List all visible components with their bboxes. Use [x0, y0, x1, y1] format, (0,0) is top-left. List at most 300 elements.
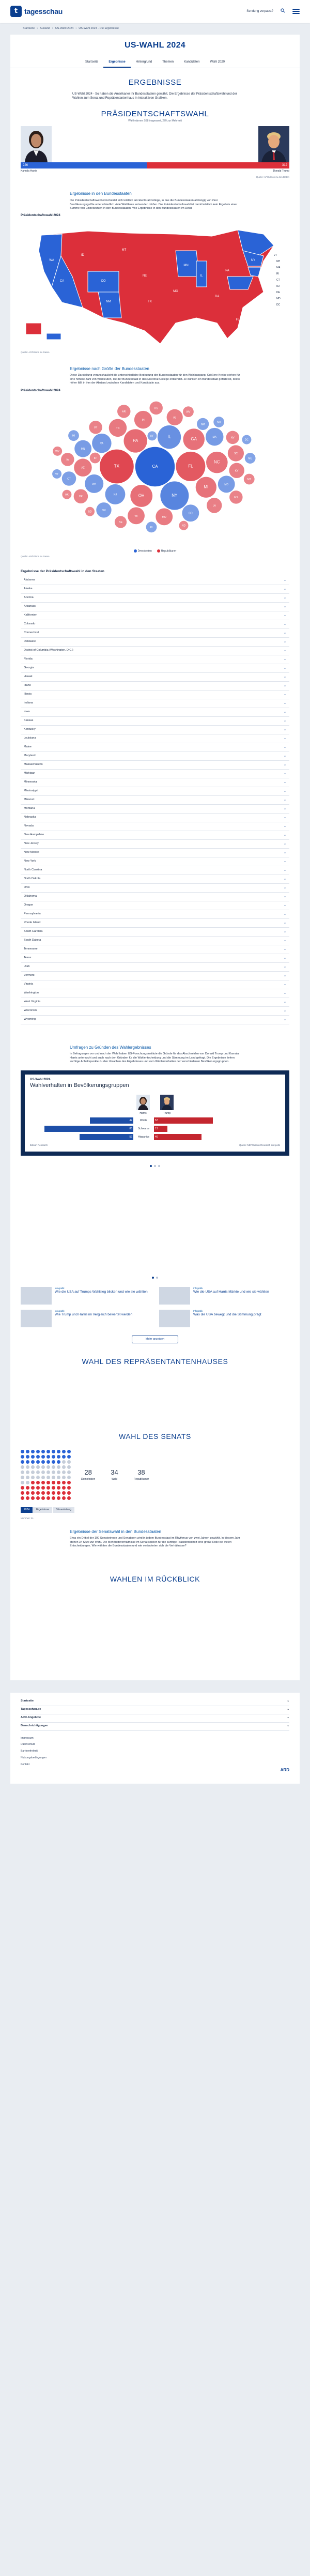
footer-link[interactable]: Impressum: [21, 1736, 34, 1740]
chevron-down-icon: ⌄: [283, 763, 286, 766]
senate-seat: [41, 1460, 45, 1464]
chevron-down-icon: ⌄: [283, 939, 286, 942]
state-name: New Jersey: [24, 841, 39, 845]
senate-seat: [31, 1476, 35, 1479]
state-row[interactable]: [21, 594, 289, 603]
state-name: Alabama: [24, 578, 35, 581]
state-bubble-label: IA: [66, 458, 69, 462]
survey-text-block: [70, 1045, 240, 1064]
state-bubble-label: OR: [102, 509, 106, 512]
chevron-down-icon: ⌄: [283, 1018, 286, 1021]
survey-bars: [30, 1117, 280, 1141]
footer-row[interactable]: Benachrichtigungen ⌄: [21, 1723, 289, 1731]
state-row[interactable]: [21, 717, 289, 726]
state-row[interactable]: [21, 901, 289, 910]
chevron-down-icon: ⌄: [283, 684, 286, 687]
chevron-down-icon: ⌄: [283, 710, 286, 714]
state-name: South Carolina: [24, 929, 43, 933]
senate-seat: [47, 1476, 50, 1479]
state-row[interactable]: [21, 805, 289, 814]
dem-candidate-name: Kamala Harris: [21, 169, 37, 173]
tab-wahl-2020[interactable]: Wahl 2020: [210, 60, 225, 64]
state-bubble-label: VA: [100, 442, 104, 446]
chevron-down-icon: ⌄: [283, 851, 286, 854]
article-carousel-dots[interactable]: [10, 1274, 300, 1282]
state-row[interactable]: [21, 691, 289, 699]
logo[interactable]: [10, 6, 63, 17]
state-row[interactable]: [21, 866, 289, 875]
senate-seat: [52, 1465, 55, 1469]
state-name: Pennsylvania: [24, 912, 41, 915]
state-bubble-label: NM: [200, 423, 205, 426]
senate-seat: [57, 1455, 60, 1459]
state-bubble-label: SC: [234, 452, 238, 455]
state-row[interactable]: [21, 708, 289, 717]
state-bubble-label: CO: [189, 512, 193, 515]
footer-row[interactable]: ARD-Angebote ⌄: [21, 1714, 289, 1723]
svg-text:GA: GA: [214, 295, 220, 298]
senate-seat: [21, 1481, 24, 1484]
chevron-down-icon: ⌄: [287, 1716, 289, 1720]
state-row[interactable]: [21, 840, 289, 849]
senate-seat: [57, 1450, 60, 1453]
state-row[interactable]: [21, 928, 289, 937]
survey-rep-bar: 46: [154, 1134, 202, 1140]
state-name: Texas: [24, 956, 32, 959]
state-bubble-label: UT: [94, 426, 98, 430]
state-name: Kalifornien: [24, 613, 37, 617]
state-name: Arizona: [24, 595, 34, 599]
tab-ergebnisse[interactable]: Ergebnisse: [103, 57, 130, 68]
senate-open-label: Wahl: [111, 1477, 118, 1481]
tab-themen[interactable]: Themen: [162, 60, 174, 64]
svg-text:CT: CT: [276, 278, 280, 282]
header-actions: [246, 8, 300, 14]
article-thumbnail: [21, 1287, 52, 1305]
state-row[interactable]: [21, 778, 289, 787]
senate-seat: [47, 1470, 50, 1474]
svg-text:WA: WA: [49, 258, 54, 262]
senate-seat: [21, 1465, 24, 1469]
state-bubble-label: PA: [133, 438, 138, 443]
senate-title: WAHL DES SENATS: [119, 1432, 191, 1440]
chevron-down-icon: ⌄: [283, 974, 286, 977]
state-name: Alaska: [24, 587, 33, 590]
state-bubble-label: ID: [94, 456, 97, 460]
tab-startseite[interactable]: Startseite: [85, 60, 99, 64]
tab-kandidaten[interactable]: Kandidaten: [184, 60, 200, 64]
chevron-down-icon: ⌄: [287, 1724, 289, 1728]
us-results-map[interactable]: [21, 220, 289, 349]
chevron-down-icon: ⌄: [283, 789, 286, 793]
state-name: Kentucky: [24, 727, 36, 731]
state-row[interactable]: [21, 875, 289, 884]
senate-seat: [52, 1450, 55, 1453]
chevron-down-icon: ⌄: [283, 912, 286, 916]
state-bubble-label: NE: [119, 520, 122, 524]
state-row[interactable]: [21, 734, 289, 743]
trump-thumb: [160, 1095, 174, 1110]
candidate-names: [10, 168, 300, 174]
svg-text:RI: RI: [276, 272, 279, 275]
state-row[interactable]: [21, 814, 289, 822]
senate-seat: [62, 1455, 66, 1459]
state-name: Indiana: [24, 701, 34, 704]
breadcrumb-item[interactable]: Startseite: [23, 27, 35, 30]
state-row[interactable]: [21, 857, 289, 866]
state-name: Wisconsin: [24, 1008, 37, 1012]
senate-seat: [36, 1455, 40, 1459]
chevron-down-icon: ⌄: [283, 772, 286, 775]
senate-seat: [36, 1465, 40, 1469]
svg-text:ID: ID: [81, 253, 84, 257]
bubble-chart[interactable]: [21, 394, 289, 549]
search-link[interactable]: Sendung verpasst?: [246, 9, 273, 13]
state-row[interactable]: [21, 576, 289, 585]
chevron-down-icon: ⌄: [283, 991, 286, 995]
senate-seat: [52, 1455, 55, 1459]
svg-text:TX: TX: [148, 300, 152, 303]
state-bubble-label: AR: [122, 410, 126, 413]
footer-link[interactable]: Datenschutz: [21, 1743, 35, 1746]
bubble-text: Diese Darstellung veranschaulicht die unterschiedliche Bedeutung der Bundesstaaten für den Wahlausgang. Größere Kreise stehen für eine höhere Zahl von Wahlleuten, die der Bundesstaat in das Electoral College entsendet. Je dunkler ein Bundesstaat gefärbt ist, desto höher fällt in ihm der Abstand zwischen Kandidaten und Kandidatin aus.: [70, 374, 240, 385]
senate-seat: [47, 1460, 50, 1464]
state-name: Oregon: [24, 903, 34, 907]
senate-seat: [52, 1460, 55, 1464]
survey-rep-bar: 13: [154, 1126, 167, 1132]
state-bubble-label: NJ: [113, 493, 117, 497]
section-tabs: [10, 57, 300, 68]
chevron-down-icon: ⌄: [283, 983, 286, 986]
chevron-down-icon: ⌄: [283, 596, 286, 600]
footer-link[interactable]: Nutzungsbedingungen: [21, 1756, 47, 1759]
state-row[interactable]: [21, 752, 289, 761]
state-row[interactable]: [21, 629, 289, 638]
chevron-down-icon: ⌄: [283, 728, 286, 731]
svg-text:NM: NM: [106, 300, 111, 303]
chevron-down-icon: ⌄: [283, 701, 286, 705]
state-bubble-label: MA: [212, 435, 216, 439]
state-name: Montana: [24, 806, 35, 810]
senate-seat: [41, 1486, 45, 1490]
state-row[interactable]: [21, 963, 289, 972]
state-row[interactable]: [21, 655, 289, 664]
senate-seat: [26, 1450, 29, 1453]
chevron-down-icon: ⌄: [283, 947, 286, 951]
footer-link[interactable]: Kontakt: [21, 1762, 29, 1766]
state-row[interactable]: [21, 831, 289, 840]
harris-portrait: [21, 126, 52, 162]
state-name: District of Columbia (Washington, D.C.): [24, 648, 73, 652]
article-teaser[interactable]: [21, 1310, 151, 1327]
chevron-down-icon: ⌄: [287, 1699, 289, 1703]
senate-seat: [67, 1481, 71, 1484]
senate-seat: [31, 1470, 35, 1474]
state-bubble-label: VT: [55, 472, 59, 476]
senate-seat: [52, 1481, 55, 1484]
article-teaser[interactable]: [159, 1287, 289, 1305]
senate-states-block: [70, 1529, 240, 1548]
state-name: North Dakota: [24, 877, 41, 880]
senate-seat: [41, 1455, 45, 1459]
chevron-down-icon: ⌄: [283, 965, 286, 969]
senate-numbers: [81, 1468, 149, 1481]
state-row[interactable]: [21, 989, 289, 998]
state-row[interactable]: [21, 954, 289, 963]
state-name: Michigan: [24, 771, 36, 775]
senate-seat: [52, 1491, 55, 1495]
state-row[interactable]: [21, 673, 289, 682]
senate-seat: [47, 1491, 50, 1495]
state-row[interactable]: [21, 603, 289, 611]
chevron-down-icon: ⌄: [283, 895, 286, 898]
page-title: US-WAHL 2024: [124, 41, 185, 50]
chevron-down-icon: ⌄: [283, 868, 286, 872]
state-row[interactable]: [21, 822, 289, 831]
article-tag: Infografik: [55, 1286, 65, 1290]
state-bubble-label: DE: [150, 435, 154, 438]
senate-seat: [67, 1470, 71, 1474]
senate-seat: [31, 1450, 35, 1453]
state-row[interactable]: [21, 972, 289, 980]
chevron-down-icon: ⌄: [283, 578, 286, 582]
senate-seat: [62, 1486, 66, 1490]
chevron-down-icon: ⌄: [283, 860, 286, 863]
survey-row-label: Schwarze: [138, 1127, 149, 1131]
state-name: Mississippi: [24, 789, 38, 792]
survey-carousel-dots[interactable]: [10, 1162, 300, 1170]
state-bubble-label: HI: [72, 434, 75, 438]
state-row[interactable]: [21, 743, 289, 752]
svg-text:PA: PA: [225, 269, 229, 272]
senate-seat: [57, 1460, 60, 1464]
rep-vote-bar: 312: [147, 162, 289, 168]
state-row[interactable]: [21, 910, 289, 919]
trump-label: Trump: [163, 1111, 171, 1115]
senate-tab-seats[interactable]: Sitzverteilung: [53, 1507, 74, 1513]
hero: [10, 35, 300, 68]
state-name: Massachusetts: [24, 762, 43, 766]
tab-hintergrund[interactable]: Hintergrund: [135, 60, 152, 64]
senate-states-title: Ergebnisse der Senatswahl in den Bundesstaaten: [70, 1529, 162, 1534]
states-title: Ergebnisse der Präsidentschaftswahl in den Staaten: [21, 569, 104, 573]
senate-seat: [67, 1491, 71, 1495]
senate-dem-label: Demokraten: [81, 1477, 96, 1481]
electoral-text-block: [70, 191, 240, 210]
state-name: Georgia: [24, 666, 34, 669]
senate-seat: [26, 1481, 29, 1484]
article-thumbnail: [159, 1287, 190, 1305]
senate-seat: [47, 1496, 50, 1500]
senate-seat: [21, 1460, 24, 1464]
state-row[interactable]: [21, 682, 289, 691]
state-row[interactable]: [21, 919, 289, 928]
state-row[interactable]: [21, 620, 289, 629]
svg-text:DC: DC: [276, 303, 281, 306]
senate-seat: [21, 1491, 24, 1495]
state-row[interactable]: [21, 699, 289, 708]
state-row[interactable]: [21, 770, 289, 778]
svg-text:NY: NY: [251, 258, 256, 262]
senate-seat: [67, 1476, 71, 1479]
svg-text:DE: DE: [276, 290, 280, 294]
harris-thumb: [136, 1095, 150, 1110]
state-name: North Carolina: [24, 868, 42, 871]
chevron-down-icon: ⌄: [287, 1708, 289, 1711]
senate-seat: [52, 1476, 55, 1479]
survey-card-source: Edison Research: [30, 1144, 48, 1147]
senate-seat: [31, 1481, 35, 1484]
senate-seat: [62, 1491, 66, 1495]
state-bubble-label: FL: [188, 464, 193, 469]
svg-text:MO: MO: [173, 289, 178, 293]
state-row[interactable]: [21, 585, 289, 594]
senate-seat: [41, 1470, 45, 1474]
senate-seat: [62, 1450, 66, 1453]
senate-tab-2024[interactable]: 2024: [21, 1507, 33, 1513]
president-subline: Wahlmänner: 538 insgesamt, 270 zur Mehrheit: [128, 119, 182, 122]
footer-row[interactable]: Tagesschau.de ⌄: [21, 1706, 289, 1714]
survey-row-label: Hispanics: [138, 1136, 149, 1139]
article-thumbnail: [21, 1310, 52, 1327]
chevron-down-icon: ⌄: [283, 631, 286, 635]
senate-seat: [26, 1460, 29, 1464]
state-name: Louisiana: [24, 736, 36, 740]
footer-row[interactable]: Startseite ⌄: [21, 1698, 289, 1706]
state-row[interactable]: [21, 998, 289, 1007]
svg-text:FL: FL: [236, 318, 240, 321]
state-name: Virginia: [24, 982, 34, 986]
state-bubble-label: NY: [172, 493, 178, 498]
more-button[interactable]: Mehr anzeigen: [132, 1336, 178, 1343]
state-bubble-label: KS: [154, 407, 158, 410]
chevron-down-icon: ⌄: [283, 666, 286, 670]
state-row[interactable]: [21, 611, 289, 620]
breadcrumb-separator-icon: ›: [75, 27, 77, 30]
survey-card[interactable]: [21, 1070, 289, 1156]
article-teaser[interactable]: [159, 1310, 289, 1327]
survey-dem-bar: 52: [80, 1134, 133, 1140]
senate-seat: [31, 1486, 35, 1490]
senate-seat: [47, 1486, 50, 1490]
footer-link[interactable]: Barrierefreiheit: [21, 1750, 38, 1753]
state-bubble-label: OK: [79, 495, 83, 498]
state-bubble-label: WA: [92, 482, 97, 486]
senate-rep-seats: 38: [137, 1468, 145, 1477]
search-icon[interactable]: [281, 8, 285, 14]
state-row[interactable]: [21, 726, 289, 734]
chevron-down-icon: ⌄: [283, 842, 286, 846]
state-name: West Virginia: [24, 1000, 41, 1003]
results-title: ERGEBNISSE: [128, 78, 182, 87]
state-bubble-label: MO: [162, 515, 166, 519]
senate-chart: [10, 1445, 300, 1505]
state-bubble-label: RI: [150, 526, 153, 529]
state-row[interactable]: [21, 647, 289, 655]
state-row[interactable]: [21, 945, 289, 954]
survey-rep-bar: 57: [154, 1117, 213, 1124]
state-bubble-label: TN: [116, 426, 120, 430]
senate-seat: [57, 1476, 60, 1479]
chevron-down-icon: ⌄: [283, 754, 286, 758]
ard-logo[interactable]: ARD: [280, 1768, 289, 1773]
article-teaser[interactable]: [21, 1287, 151, 1305]
senate-seat: [41, 1491, 45, 1495]
senate-seat: [31, 1455, 35, 1459]
bubble-title: Ergebnisse nach Größe der Bundesstaaten: [70, 366, 149, 371]
breadcrumb-item[interactable]: Ausland: [40, 27, 50, 30]
senate-seat: [21, 1450, 24, 1453]
senate-seat: [47, 1450, 50, 1453]
breadcrumb-separator-icon: ›: [37, 27, 38, 30]
hamburger-menu-icon[interactable]: [292, 9, 300, 14]
senate-seat: [21, 1496, 24, 1500]
article-grid: [10, 1282, 300, 1332]
senate-seat: [62, 1496, 66, 1500]
senate-seat: [36, 1476, 40, 1479]
state-row[interactable]: [21, 1016, 289, 1024]
chevron-down-icon: ⌄: [283, 824, 286, 828]
state-row[interactable]: [21, 980, 289, 989]
chevron-down-icon: ⌄: [283, 737, 286, 740]
senate-seat: [57, 1465, 60, 1469]
state-name: Maryland: [24, 754, 36, 757]
svg-text:MA: MA: [276, 266, 281, 269]
state-row[interactable]: [21, 664, 289, 673]
breadcrumb-item[interactable]: US-Wahl 2024: [55, 27, 74, 30]
state-bubble-label: NH: [217, 421, 221, 424]
breadcrumb-separator-icon: ›: [52, 27, 53, 30]
state-row[interactable]: [21, 937, 289, 945]
senate-tab-results[interactable]: Ergebnisse: [33, 1507, 52, 1513]
state-row[interactable]: [21, 796, 289, 805]
state-name: New York: [24, 859, 36, 863]
state-bubble-label: CT: [67, 477, 71, 481]
senate-seat: [41, 1450, 45, 1453]
senate-seat: [36, 1486, 40, 1490]
state-name: Illinois: [24, 692, 32, 696]
senate-seat: [52, 1486, 55, 1490]
state-name: Missouri: [24, 798, 35, 801]
state-bubble-label: MI: [204, 484, 209, 489]
senate-states-text: Etwa ein Drittel der 100 Senatorinnen und Senatoren wird in jedem Bundesstaat im Rhythmus von zwei Jahren gewählt. In diesem Jahr stehen 34 Sitze zur Wahl. Die Mehrheitsverhältnisse im Senat spielen für die künftige Präsidentschaft eine große Rolle bei vielen Entscheidungen. Wie wählten die Bundesstaaten und wie veränderten sich die Verhältnisse?: [70, 1537, 240, 1548]
breadcrumb: [0, 23, 310, 35]
state-row[interactable]: [21, 849, 289, 857]
state-row[interactable]: [21, 787, 289, 796]
svg-text:NH: NH: [276, 259, 281, 263]
state-bubble-label: MT: [247, 478, 251, 481]
survey-row: [30, 1133, 280, 1141]
state-row[interactable]: [21, 893, 289, 901]
senate-seat: [62, 1465, 66, 1469]
dem-vote-bar: 226: [21, 162, 147, 168]
state-name: Hawaii: [24, 674, 33, 678]
state-bubble-label: KY: [235, 469, 239, 473]
state-bubble-label: TX: [114, 464, 120, 469]
state-name: Maine: [24, 745, 32, 748]
survey-card-note: Quelle: NEP/Edison Research exit polls: [239, 1144, 280, 1147]
senate-seat: [21, 1455, 24, 1459]
senate-seat: [26, 1470, 29, 1474]
state-row[interactable]: [21, 638, 289, 647]
state-row[interactable]: [21, 1007, 289, 1016]
state-row[interactable]: [21, 884, 289, 893]
senate-subtitle: Mehrheit: 51: [21, 1516, 34, 1520]
article-title: Wie Trump und Harris im Vergleich bewertet werden: [55, 1312, 133, 1316]
president-title: PRÄSIDENTSCHAFTSWAHL: [101, 109, 209, 118]
state-row[interactable]: [21, 761, 289, 770]
article-tag: Infografik: [55, 1309, 65, 1312]
